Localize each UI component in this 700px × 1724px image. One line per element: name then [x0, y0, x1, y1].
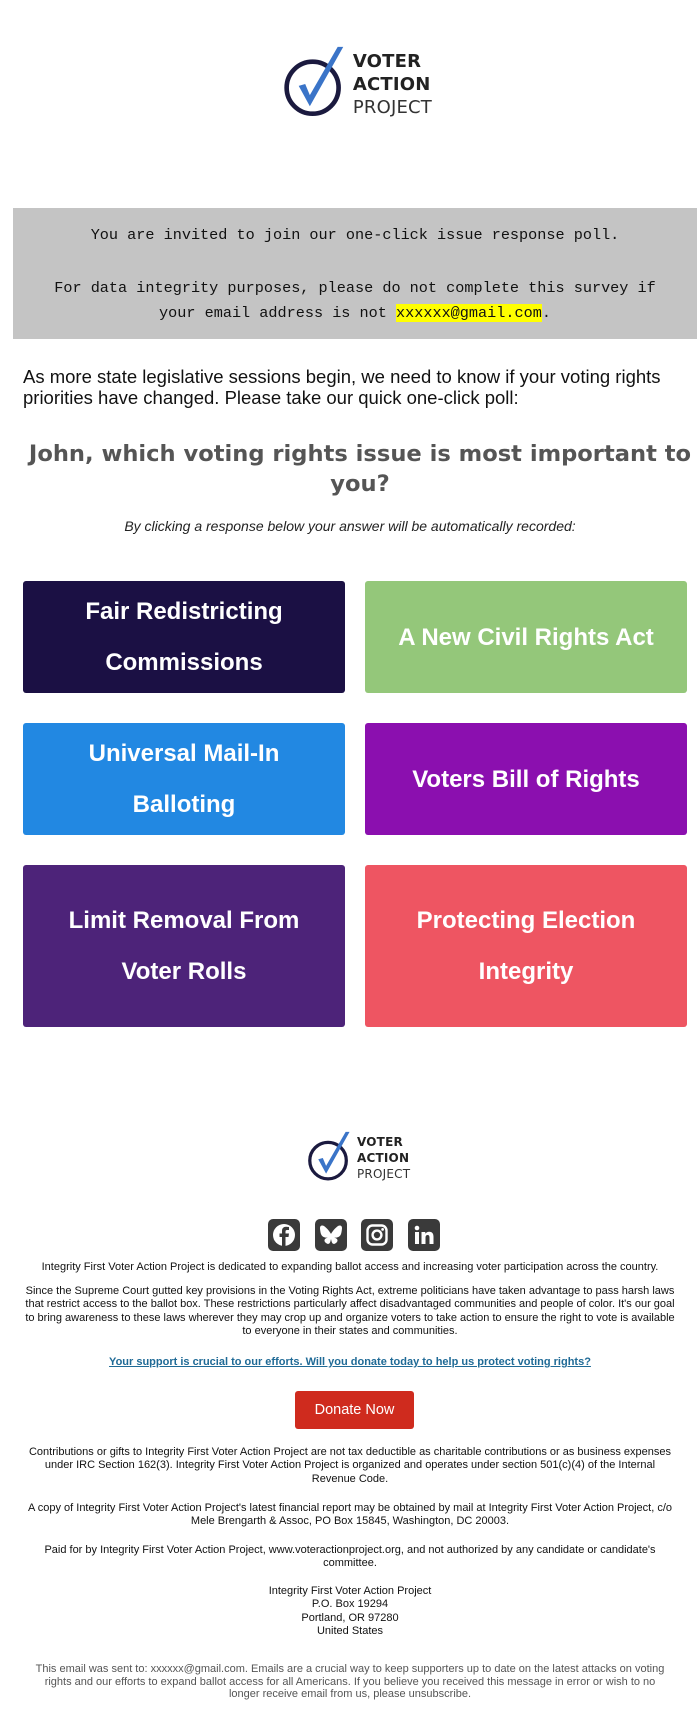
- option-mail-in-balloting-button[interactable]: Universal Mail-In Balloting: [23, 723, 345, 835]
- option-limit-removal-button[interactable]: Limit Removal From Voter Rolls: [23, 865, 345, 1027]
- highlighted-email: xxxxxx@gmail.com: [396, 304, 542, 322]
- option-fair-redistricting-button[interactable]: Fair Redistricting Commissions: [23, 581, 345, 693]
- footer-logo[interactable]: [306, 1127, 416, 1189]
- mission-text: Integrity First Voter Action Project is dedicated to expanding ballot access and increasing voter participation across the country.: [41, 1261, 659, 1273]
- mailing-address: Integrity First Voter Action Project P.O. Box 19294 Portland, OR 97280 United States: [268, 1585, 432, 1638]
- social-links: [268, 1219, 440, 1251]
- donate-link[interactable]: Your support is crucial to our efforts. Will you donate today to help us protect voting rights?: [109, 1356, 591, 1368]
- paid-for-by-text: Paid for by Integrity First Voter Action Project, www.voteractionproject.org, and not authorized by any candidate or candidate's committee.: [44, 1544, 656, 1570]
- tax-disclaimer: Contributions or gifts to Integrity First Voter Action Project are not tax deductible as charitable contributions or as business expenses under IRC Section 162(3). Integrity First Voter Action Project is organized and operates under section 501(c)(4) of the Internal Revenue Code.: [28, 1446, 671, 1485]
- poll-question: John, which voting rights issue is most important to you?: [28, 441, 692, 497]
- header-logo[interactable]: [282, 38, 432, 130]
- instagram-icon[interactable]: [361, 1219, 393, 1251]
- footer-logo-wordmark: VOTER ACTION PROJECT: [357, 1135, 411, 1181]
- notice-banner: [13, 208, 697, 339]
- footer-body-text: Since the Supreme Court gutted key provisions in the Voting Rights Act, extreme politicians have taken advantage to pass harsh laws that restrict access to the ballot box. These restrictions particularly affect disadvantaged communities and people of color. It's our goal to bring awareness to these laws wherever they may crop up and organize voters to take action to ensure the right to vote is available to everyone in their states and communities.: [25, 1285, 675, 1338]
- checkmark-logo-icon: [282, 38, 349, 130]
- option-civil-rights-act-button[interactable]: A New Civil Rights Act: [365, 581, 687, 693]
- financial-report-text: A copy of Integrity First Voter Action Project's latest financial report may be obtained by mail at Integrity First Voter Action Project, c/o Mele Brengarth & Assoc, PO Box 15845, Washington, DC 20003.: [27, 1502, 673, 1528]
- option-election-integrity-button[interactable]: Protecting Election Integrity: [365, 865, 687, 1027]
- notice-integrity-text: For data integrity purposes, please do not complete this survey if your email address is not xxxxxx@gmail.com.: [54, 279, 656, 322]
- unsubscribe-text: This email was sent to: xxxxxx@gmail.com. Emails are a crucial way to keep supporters up to date on the latest attacks on voting rights and our efforts to expand ballot access for all Americans. If you believe you received this message in error or wish to no longer receive email from us, please unsubscribe.: [35, 1663, 665, 1701]
- intro-text: As more state legislative sessions begin, we need to know if your voting rights priorities have changed. Please take our quick one-click poll:: [23, 366, 661, 408]
- logo-wordmark: VOTER ACTION PROJECT: [352, 50, 432, 118]
- notice-invite-text: You are invited to join our one-click issue response poll.: [90, 226, 620, 244]
- linkedin-icon[interactable]: [408, 1219, 440, 1251]
- poll-instruction: By clicking a response below your answer will be automatically recorded:: [124, 518, 576, 534]
- donate-now-button[interactable]: Donate Now: [295, 1391, 414, 1429]
- option-voters-bill-of-rights-button[interactable]: Voters Bill of Rights: [365, 723, 687, 835]
- checkmark-logo-icon: [306, 1128, 354, 1188]
- bluesky-icon[interactable]: [315, 1219, 347, 1251]
- facebook-icon[interactable]: [268, 1219, 300, 1251]
